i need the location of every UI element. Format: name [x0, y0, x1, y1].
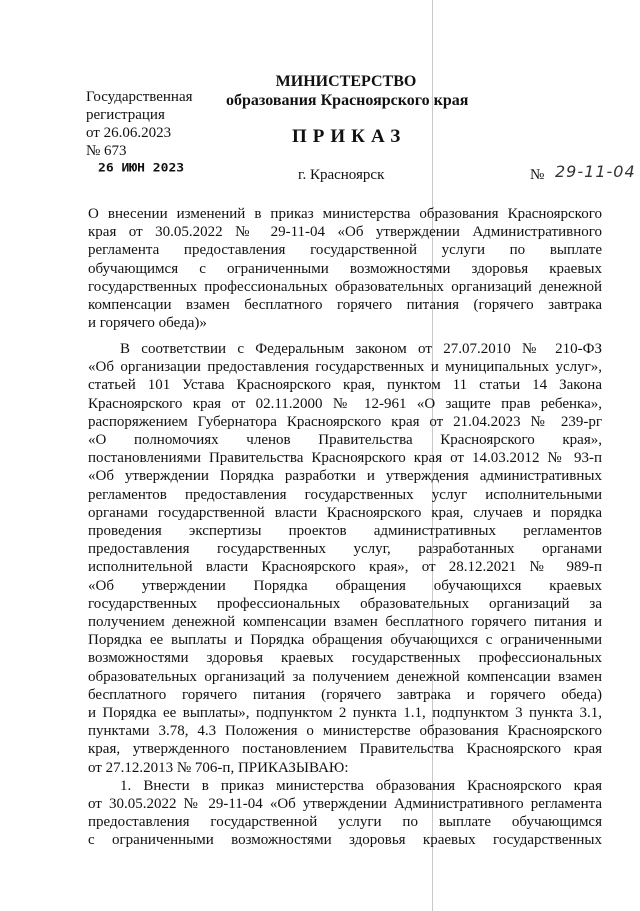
body-line: исполнительной власти Красноярского края», от 28.12.2021 № 989-п — [88, 559, 602, 576]
order-title — [88, 205, 602, 332]
body-line: распоряжением Губернатора Красноярского края от 21.04.2023 № 239-рг — [88, 413, 602, 430]
body-line: «Об утверждении Порядка разработки и утверждения административных — [88, 468, 602, 485]
registration-line: Государственная — [86, 89, 193, 105]
ministry-header — [226, 72, 469, 110]
registration-number: № 673 — [86, 143, 127, 159]
body-line: органами государственной власти Красноярского края, случаев и порядка — [88, 504, 602, 521]
body-line: пунктами 3.78, 4.3 Положения о министерстве образования Красноярского — [88, 723, 602, 740]
body-line: от 30.05.2022 № 29-11-04 «Об утверждении Административного регламента — [88, 796, 602, 813]
title-line: края от 30.05.2022 № 29-11-04 «Об утверждении Административного — [88, 224, 602, 241]
registration-line: регистрация — [86, 107, 165, 123]
registration-date: от 26.06.2023 — [86, 125, 172, 141]
body-line: Красноярского края от 02.11.2000 № 12-961 «О защите прав ребенка», — [88, 395, 602, 412]
title-line: О внесении изменений в приказ министерства образования Красноярского — [88, 206, 602, 222]
title-line: обучающимся с ограниченными возможностями здоровья краевых — [88, 260, 602, 277]
body-line: и Порядка ее выплаты», подпунктом 2 пункта 1.1, подпунктом 3 пункта 3.1, — [88, 705, 602, 722]
body-line: государственных профессиональных образовательных организаций за — [88, 595, 602, 612]
ministry-name: МИНИСТЕРСТВО — [275, 73, 417, 90]
date-stamp: 26 ИЮН 2023 — [98, 161, 185, 176]
registration-block — [86, 88, 193, 160]
body-line: «Об утверждении Порядка обращения обучающихся краевых — [88, 577, 602, 594]
body-line: Порядка ее выплаты и Порядка обращения обучающихся с ограниченными — [88, 632, 602, 649]
title-line: и горячего обеда)» — [88, 315, 207, 332]
body-line: «Об организации предоставления государственных и муниципальных услуг», — [88, 359, 602, 376]
order-number-handwritten: 29-11-04 — [555, 162, 636, 181]
body-line: от 27.12.2013 № 706-п, ПРИКАЗЫВАЮ: — [88, 759, 349, 776]
body-line: с ограниченными возможностями здоровья краевых государственных — [88, 832, 602, 849]
order-body — [88, 340, 602, 850]
body-line: предоставления государственной услуги по выплате обучающимся — [88, 814, 602, 831]
body-line: образовательных организаций за получением денежной компенсации взамен — [88, 668, 602, 685]
body-line: «О полномочиях членов Правительства Красноярского края», — [88, 432, 602, 449]
body-line: возможностями здоровья краевых государственных профессиональных — [88, 650, 602, 667]
title-line: государственных профессиональных образовательных организаций денежной — [88, 278, 602, 295]
body-line: регламентов предоставления государственных услуг исполнительными — [88, 486, 602, 503]
order-number-prefix: № — [530, 167, 545, 183]
ministry-subtitle: образования Красноярского края — [226, 92, 469, 109]
document-type: ПРИКАЗ — [292, 126, 407, 147]
title-line: регламента предоставления государственной услуги по выплате — [88, 242, 602, 259]
city: г. Красноярск — [298, 167, 385, 183]
body-line: бесплатного горячего питания (горячего завтрака и горячего обеда) — [88, 686, 602, 703]
body-line: проведения экспертизы проектов административных регламентов — [88, 523, 602, 540]
body-line: В соответствии с Федеральным законом от 27.07.2010 № 210-ФЗ — [120, 341, 602, 357]
body-line: предоставления государственных услуг, разработанных органами — [88, 541, 602, 558]
body-line: постановлениями Правительства Красноярского края от 14.03.2012 № 93-п — [88, 450, 602, 467]
body-line: края, утвержденного постановлением Правительства Красноярского края — [88, 741, 602, 758]
body-line: 1. Внести в приказ министерства образования Красноярского края — [120, 777, 602, 794]
body-line: статьей 101 Устава Красноярского края, пунктом 11 статьи 14 Закона — [88, 377, 602, 394]
title-line: компенсации взамен бесплатного горячего питания (горячего завтрака — [88, 297, 602, 314]
body-line: получением денежной компенсации взамен бесплатного горячего питания и — [88, 614, 602, 631]
